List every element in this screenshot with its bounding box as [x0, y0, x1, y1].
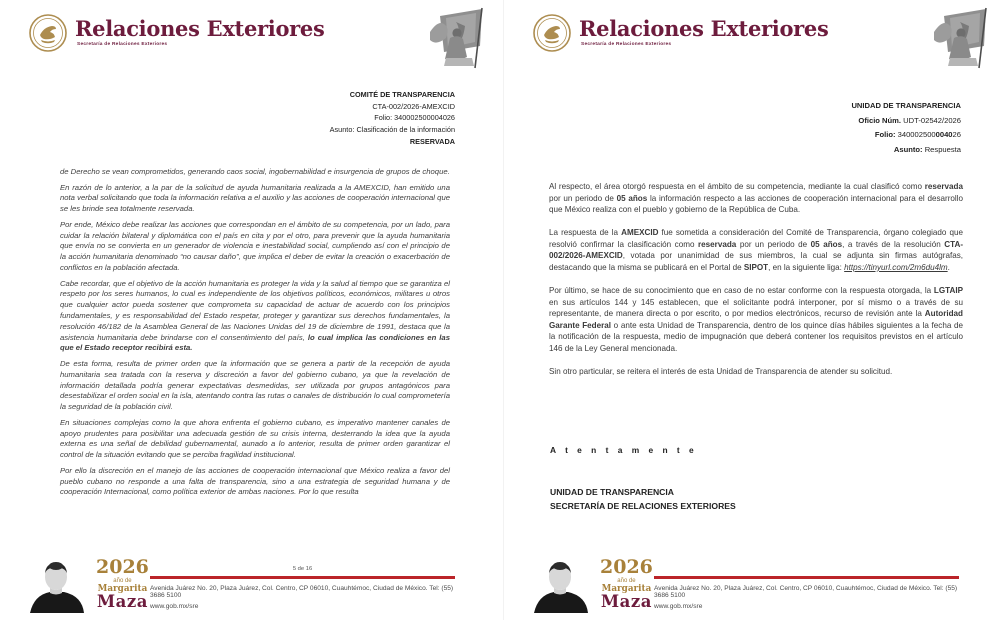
text-run: 340002500 [897, 130, 936, 140]
letter-body [549, 181, 963, 389]
text-run: LGTAIP [933, 285, 963, 295]
text-run: reservada [698, 239, 737, 249]
text-run: Por ende, México debe realizar las acciones que correspondan en el ámbito de su competencia, por un lado, para cuidar la relación bilateral y diplomática con el país en cita y por el otro, para prevenir que la ayuda humanitaria que envía no se convierta en un generador de violencia e inestabilidad social, cumpliendo así con el principio de la acción humanitaria denominado “no causar daño”, que implica el deber de evitar la creación o exacerbación de conflictos en la población afectada. [60, 219, 450, 272]
text-run: de Derecho se vean comprometidos, generando caos social, ingobernabilidad e insurgencia de grupos de choque. [60, 167, 450, 176]
text-run: En situaciones complejas como la que ahora enfrenta el gobierno cubano, es imperativo mantener canales de apoyo prudentes para posibilitar una adecuada gestión de su crisis interna, desterrando la idea que la ayuda externa es una señal de debilidad gubernamental, aunado a lo anterior, resulta de primer orden garantizar el control de la situación evitando que se perciba fragilidad institucional. [60, 417, 450, 460]
paragraph [60, 220, 450, 274]
margarita-maza-portrait [20, 555, 92, 613]
brand-title: Relaciones Exteriores [75, 16, 325, 41]
text-run: la información respecto a las acciones de cooperación internacional para el desarrollo que México realiza con el pueblo y gobierno de la República de Cuba. [549, 193, 963, 215]
text-run: SIPOT [743, 262, 769, 272]
paragraph [851, 114, 961, 129]
text-run: Asunto: [893, 144, 925, 154]
text-run: 26 [952, 130, 961, 140]
text-run: Asunto: Clasificación de la información [329, 125, 455, 135]
text-run: Por último, se hace de su conocimiento que en caso de no estar conforme con la respuesta otorgada, la [549, 285, 934, 295]
footer-year: 2026 [96, 555, 149, 578]
paragraph [330, 89, 455, 101]
paragraph [851, 99, 961, 114]
paragraph [60, 183, 450, 215]
footer-year-caption: año de [617, 577, 636, 584]
brand-text [579, 10, 829, 47]
page-footer [0, 546, 503, 620]
text-run: , a través de la resolución [842, 239, 945, 249]
brand-text [75, 10, 325, 47]
margarita-maza-logo [20, 555, 149, 613]
signature-block [550, 486, 736, 513]
footer-website[interactable]: www.gob.mx/sre [654, 603, 703, 610]
footer-website[interactable]: www.gob.mx/sre [150, 603, 199, 610]
paragraph [60, 359, 450, 413]
footer-name-line1: Margarita [97, 583, 148, 594]
footer-info [654, 566, 959, 610]
margarita-maza-logo [524, 555, 653, 613]
footer-address: Avenida Juárez No. 20, Plaza Juárez, Col. Centro, CP 06010, Cuauhtémoc, Ciudad de México. Tel: (55) 3686 5100 [150, 585, 454, 599]
footer-info [150, 566, 455, 610]
text-run: o ante esta Unidad de Transparencia, dentro de los quince días hábiles siguientes a la fecha de la notificación de la respuesta, medio de impugnación que deberá contener los requisitos previstos en el artículo 146 de la Ley General mencionada. [549, 320, 963, 353]
flag-bearer-image [930, 6, 992, 70]
paragraph [330, 136, 455, 148]
document-meta [330, 89, 455, 148]
text-run: por un periodo de [549, 193, 617, 203]
paragraph [60, 167, 450, 178]
brand-subtitle: Secretaría de Relaciones Exteriores [581, 42, 672, 47]
text-run: La respuesta de la [549, 228, 622, 238]
footer-name-line2: Maza [96, 591, 148, 611]
text-run: UNIDAD DE TRANSPARENCIA [851, 101, 961, 110]
paragraph [60, 279, 450, 355]
footer-address: Avenida Juárez No. 20, Plaza Juárez, Col. Centro, CP 06010, Cuauhtémoc, Ciudad de México. Tel: (55) 3686 5100 [654, 585, 958, 599]
page-right [503, 0, 1006, 620]
sre-eagle-seal-icon [532, 13, 572, 53]
text-run: Al respecto, el área otorgó respuesta en el ámbito de su competencia, mediante la cual clasificó como [549, 182, 925, 191]
text-run: por un periodo de [736, 239, 811, 249]
margarita-maza-wordmark [600, 555, 653, 611]
closing-salutation: A t e n t a m e n t e [550, 445, 698, 455]
text-run: RESERVADA [409, 136, 455, 146]
text-run: lo cual implica las condiciones en las que el Estado receptor recibirá esta. [60, 332, 450, 353]
signature-line: UNIDAD DE TRANSPARENCIA [550, 487, 674, 497]
letterhead [504, 6, 1006, 78]
text-run: CTA-002/2026-AMEXCID [549, 239, 964, 261]
document-meta [851, 99, 961, 157]
text-run: En razón de lo anterior, a la par de la solicitud de ayuda humanitaria realizada a la AMEXCID, han emitido una nota verbal solicitando que toda la información relativa a el auxilio y las acciones de cooperación internacional que se les brinde sea totalmente reservada. [60, 182, 450, 214]
footer-divider [150, 576, 455, 579]
paragraph [60, 466, 450, 498]
text-run: Por ello la discreción en el manejo de las acciones de cooperación internacional que México realiza a favor del pueblo cubano no responde a una falta de transparencia, sino a una estrategia de seguridad humana y de cooperación Internacional, como política exterior de ambas naciones. Por lo que resulta [60, 465, 450, 497]
margarita-maza-wordmark [96, 555, 149, 611]
footer-divider [654, 576, 959, 579]
paragraph [330, 101, 455, 113]
paragraph [549, 285, 963, 355]
letter-body [60, 167, 450, 503]
text-run: . [947, 262, 950, 272]
paragraph [549, 227, 963, 273]
text-run: Sin otro particular, se reitera el interés de esta Unidad de Transparencia de atender su solicitud. [549, 366, 893, 376]
text-run: , en la siguiente liga: [768, 262, 845, 272]
text-run: Folio: 340002500004026 [374, 113, 455, 123]
text-run: CTA-002/2026-AMEXCID [372, 101, 455, 111]
paragraph [549, 366, 963, 378]
letterhead [0, 6, 503, 78]
brand-subtitle: Secretaría de Relaciones Exteriores [77, 42, 168, 47]
text-run: UDT-02542/2026 [903, 115, 961, 125]
text-run: Respuesta [924, 144, 961, 154]
text-run: Oficio Núm. [858, 115, 904, 125]
paragraph [851, 128, 961, 143]
flag-bearer-image [426, 6, 488, 70]
text-run: fue sometida a consideración del Comité de Transparencia, órgano colegiado que resolvió confirmar la clasificación como [549, 228, 963, 249]
sre-logo [28, 10, 325, 53]
text-run: Cabe recordar, que el objetivo de la acción humanitaria es proteger la vida y la salud al tiempo que se garantiza el respeto por los seres humanos, lo cual es independiente de los objetivos políticos, económicos, militares u otros que cualquier actor pueda sostener que comprometa su capacidad de actuar de acuerdo con los principios fundamentales, y es responsabilidad del Estado respetar, proteger y garantizar sus derechos fundamentales, la resolución 46/182 de la Asamblea General de las Naciones Unidas del 19 de diciembre de 1991, destaca que la asistencia humanitaria debe brindarse con el consentimiento del país, [60, 278, 450, 342]
text-run: en sus artículos 144 y 145 establecen, que el solicitante podrá interponer, por sí mismo o a través de su representante, de manera directa o por escrito, o por medios electrónicos, recurso de revisión ante la [549, 297, 963, 319]
text-run: De esta forma, resulta de primer orden que la información que se genera a partir de la recepción de ayuda humanitaria sea tratada con la reserva y discreción a favor del gobierno cubano, ya que la revelación de información detallada podría generar expectativas desmedidas, ser utilizada por grupos antagónicos para desestabilizar el orden social en la isla, atentando contra las rutas o canales de distribución lo cual comprometería la seguridad de la población civil. [60, 358, 450, 412]
text-run: reservada [924, 182, 963, 191]
paragraph [60, 418, 450, 461]
paragraph [330, 112, 455, 124]
paragraph [549, 181, 963, 216]
page-number: 5 de 16 [292, 566, 313, 572]
hyperlink[interactable]: https://tinyurl.com/2m6du4lm [844, 262, 948, 272]
text-run: AMEXCID [621, 228, 659, 238]
signature-line: SECRETARÍA DE RELACIONES EXTERIORES [550, 500, 736, 511]
brand-title: Relaciones Exteriores [579, 16, 829, 41]
sre-eagle-seal-icon [28, 13, 68, 53]
paragraph [851, 143, 961, 158]
text-run: Folio: [874, 130, 898, 140]
footer-name-line1: Margarita [601, 583, 652, 594]
footer-name-line2: Maza [600, 591, 652, 611]
text-run: 05 años [810, 239, 843, 249]
text-run: 0040 [935, 130, 953, 140]
page-footer [504, 546, 1006, 620]
text-run: , votada por unanimidad de sus miembros, la cual se adjunta sin firmas autógrafas, destacando que la misma se publicará en el Portal de [549, 251, 963, 272]
margarita-maza-portrait [524, 555, 596, 613]
page-number-empty [654, 566, 959, 575]
sre-logo [532, 10, 829, 53]
text-run: COMITÉ DE TRANSPARENCIA [349, 90, 455, 99]
text-run: 05 años [616, 193, 648, 203]
footer-year-caption: año de [113, 577, 132, 584]
footer-year: 2026 [600, 555, 653, 578]
paragraph [330, 124, 455, 136]
text-run: Autoridad Garante Federal [549, 309, 963, 330]
